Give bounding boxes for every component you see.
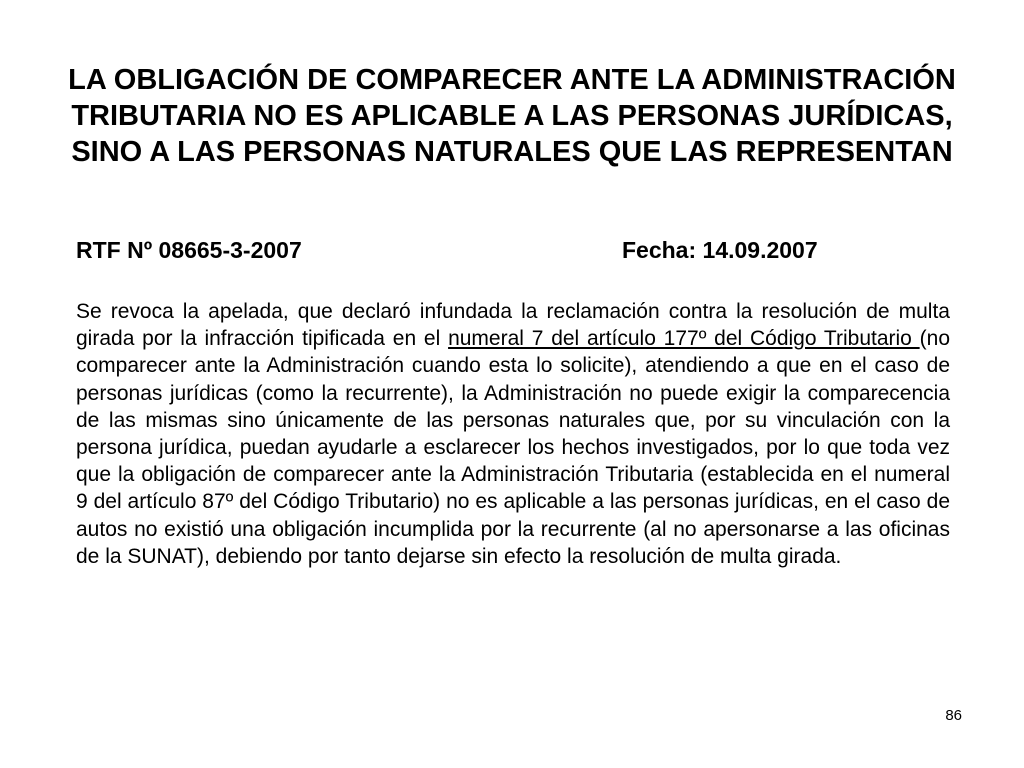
- article-reference-link[interactable]: numeral 7 del artículo 177º del Código Tributario: [448, 327, 920, 351]
- rtf-number: RTF Nº 08665-3-2007: [76, 237, 302, 263]
- resolution-date: Fecha: 14.09.2007: [622, 237, 818, 263]
- summary-text-part2: (no comparecer ante la Administración cuando esta lo solicite), atendiendo a que en el caso de personas jurídicas (como la recurrente), la Administración no puede exigir la comparecencia de las mismas sino únicamente de las personas naturales que, por su vinculación con la persona jurídica, puedan ayudarle a esclarecer los hechos investigados, por lo que toda vez que la obligación de comparecer ante la Administración Tributaria (establecida en el numeral 9 del artículo 87º del Código Tributario) no es aplicable a las personas jurídicas, en el caso de autos no existió una obligación incumplida por la recurrente (al no apersonarse a las oficinas de la SUNAT), debiendo por tanto dejarse sin efecto la resolución de multa girada.: [76, 327, 950, 568]
- resolution-meta: [76, 237, 956, 273]
- summary-text-part1: Se revoca la apelada, que declaró infundada la reclamación contra la resolución de multa girada por la infracción tipificada en el: [76, 300, 950, 351]
- resolution-summary: [76, 298, 950, 570]
- page-number: 86: [945, 707, 962, 724]
- slide-title: LA OBLIGACIÓN DE COMPARECER ANTE LA ADMINISTRACIÓN TRIBUTARIA NO ES APLICABLE A LAS PERSONAS JURÍDICAS, SINO A LAS PERSONAS NATURALES QUE LAS REPRESENTAN: [68, 64, 956, 168]
